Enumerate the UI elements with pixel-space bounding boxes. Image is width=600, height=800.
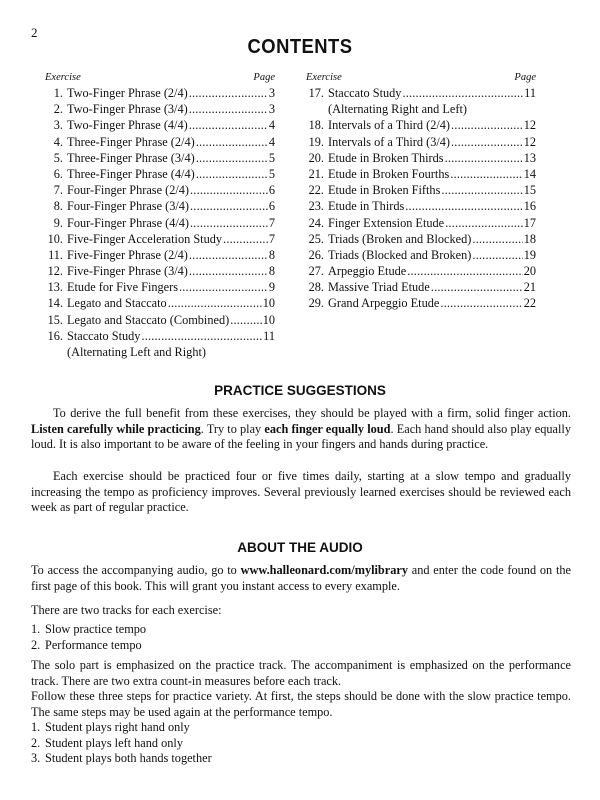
page-column-label: Page bbox=[253, 72, 275, 83]
about-audio-heading: ABOUT THE AUDIO bbox=[237, 540, 363, 555]
dot-leader bbox=[196, 167, 268, 182]
practice-text: To derive the full benefit from these exercises, they should be played with a firm, solid finger action. bbox=[53, 406, 571, 420]
toc-entry bbox=[306, 296, 536, 312]
toc-entry-title: Legato and Staccato bbox=[67, 296, 167, 311]
dot-leader bbox=[405, 199, 522, 214]
page-number: 2 bbox=[31, 25, 38, 40]
toc-entry-number: 4. bbox=[53, 134, 63, 149]
step-item-number: 2. bbox=[31, 735, 41, 750]
toc-entry-page: 18 bbox=[523, 231, 536, 246]
toc-entry-page: 6 bbox=[268, 199, 275, 214]
toc-entry-page: 20 bbox=[523, 264, 536, 279]
toc-entry-number: 29. bbox=[308, 296, 324, 311]
dot-leader bbox=[440, 296, 522, 311]
toc-entry bbox=[45, 264, 275, 280]
toc-entry-number: 25. bbox=[308, 231, 324, 246]
track-item-text: Slow practice tempo bbox=[45, 622, 147, 636]
toc-entry-page: 7 bbox=[268, 215, 275, 230]
toc-entry-number: 16. bbox=[47, 328, 63, 343]
audio-paragraph-2: There are two tracks for each exercise: bbox=[31, 603, 222, 617]
toc-entry-page: 12 bbox=[523, 134, 536, 149]
toc-entry bbox=[45, 102, 275, 118]
contents-title: CONTENTS bbox=[247, 36, 353, 58]
toc-entry bbox=[45, 183, 275, 199]
toc-entry-number: 17. bbox=[308, 86, 324, 100]
toc-entry-title: Finger Extension Etude bbox=[328, 215, 445, 230]
step-item bbox=[31, 751, 571, 767]
toc-entry bbox=[306, 151, 536, 167]
toc-entry-page: 16 bbox=[523, 199, 536, 214]
toc-entry-title: Triads (Broken and Blocked) bbox=[328, 231, 472, 246]
toc-entry bbox=[45, 216, 275, 232]
dot-leader bbox=[407, 264, 523, 279]
toc-entry-title: Intervals of a Third (2/4) bbox=[328, 118, 451, 133]
dot-leader bbox=[441, 183, 522, 198]
dot-leader bbox=[196, 151, 268, 166]
exercise-column-label: Exercise bbox=[306, 72, 342, 83]
toc-entry bbox=[45, 135, 275, 151]
tracks-list bbox=[31, 622, 571, 653]
dot-leader bbox=[196, 135, 268, 150]
toc-entry-number: 12. bbox=[47, 264, 63, 279]
toc-entry-title: Four-Finger Phrase (3/4) bbox=[67, 199, 190, 214]
toc-left-column bbox=[45, 72, 275, 361]
practice-bold-text: each finger equally loud bbox=[264, 421, 391, 436]
toc-entry-title: Two-Finger Phrase (3/4) bbox=[67, 102, 188, 117]
toc-entry-number: 8. bbox=[53, 199, 63, 214]
audio-paragraph-4: Follow these three steps for practice variety. At first, the steps should be done with the slow practice tempo. The same steps may be used again at the performance tempo. bbox=[31, 689, 571, 719]
toc-entry-title: Etude in Broken Fifths bbox=[328, 183, 441, 198]
toc-entry bbox=[45, 86, 275, 102]
toc-entry-number: 24. bbox=[308, 215, 324, 230]
audio-paragraph-3: The solo part is emphasized on the practice track. The accompaniment is emphasized on the performance track. There are two extra count-in measures before each track. bbox=[31, 658, 571, 688]
toc-entry-page: 8 bbox=[268, 264, 275, 279]
dot-leader bbox=[472, 232, 522, 247]
practice-bold-text: Listen carefully while practicing bbox=[31, 421, 201, 436]
step-item-text: Student plays left hand only bbox=[45, 735, 183, 750]
toc-entry bbox=[306, 135, 536, 151]
toc-entry-page: 12 bbox=[523, 118, 536, 133]
toc-entry bbox=[45, 167, 275, 183]
toc-entry-page: 14 bbox=[523, 166, 536, 181]
step-item bbox=[31, 720, 571, 736]
toc-entry-page: 17 bbox=[523, 215, 536, 230]
toc-right-header bbox=[306, 72, 536, 86]
toc-entry-title: Five-Finger Phrase (2/4) bbox=[67, 247, 188, 262]
practice-paragraph-1 bbox=[31, 406, 571, 453]
toc-entry-page: 21 bbox=[523, 280, 536, 295]
audio-paragraph-1 bbox=[31, 563, 571, 594]
audio-text: To access the accompanying audio, go to bbox=[31, 563, 241, 577]
toc-entry bbox=[45, 199, 275, 215]
toc-entry-page: 4 bbox=[268, 118, 275, 133]
dot-leader bbox=[179, 280, 268, 295]
dot-leader bbox=[189, 264, 268, 279]
track-item bbox=[31, 622, 571, 638]
toc-entry bbox=[306, 280, 536, 296]
dot-leader bbox=[189, 248, 268, 263]
toc-entry-subtitle: (Alternating Right and Left) bbox=[328, 102, 467, 117]
toc-entry-number: 11. bbox=[48, 247, 63, 262]
toc-entry bbox=[45, 118, 275, 134]
practice-text: . Try to play bbox=[200, 421, 265, 436]
toc-right-column bbox=[306, 72, 536, 313]
toc-entry-title: Massive Triad Etude bbox=[328, 280, 430, 295]
dot-leader bbox=[451, 118, 523, 133]
toc-entry-page: 10 bbox=[262, 296, 275, 311]
toc-entry-number: 1. bbox=[53, 86, 63, 100]
dot-leader bbox=[223, 232, 268, 247]
toc-entry bbox=[306, 118, 536, 134]
toc-entry-title: Two-Finger Phrase (2/4) bbox=[67, 86, 188, 100]
toc-entry-title: Etude in Broken Fourths bbox=[328, 166, 450, 181]
dot-leader bbox=[431, 280, 523, 295]
exercise-column-label: Exercise bbox=[45, 72, 81, 83]
toc-entry-title: Two-Finger Phrase (4/4) bbox=[67, 118, 188, 133]
toc-entry-number: 23. bbox=[308, 199, 324, 214]
toc-entry-number: 13. bbox=[47, 280, 63, 295]
toc-right-list bbox=[306, 86, 536, 313]
toc-entry bbox=[306, 86, 536, 102]
track-item-number: 2. bbox=[31, 637, 41, 652]
toc-entry-title: Five-Finger Phrase (3/4) bbox=[67, 264, 188, 279]
toc-entry bbox=[306, 232, 536, 248]
audio-url-link[interactable]: www.halleonard.com/mylibrary bbox=[240, 563, 408, 577]
toc-entry-title: Triads (Blocked and Broken) bbox=[328, 247, 472, 262]
step-item-text: Student plays right hand only bbox=[45, 720, 190, 734]
toc-entry-title: Etude in Thirds bbox=[328, 199, 405, 214]
dot-leader bbox=[189, 102, 268, 117]
toc-entry-number: 18. bbox=[308, 118, 324, 133]
toc-entry bbox=[306, 199, 536, 215]
track-item-number: 1. bbox=[31, 622, 41, 636]
toc-entry-number: 21. bbox=[308, 166, 324, 181]
page-column-label: Page bbox=[514, 72, 536, 83]
toc-entry-title: Intervals of a Third (3/4) bbox=[328, 134, 451, 149]
track-item-text: Performance tempo bbox=[45, 637, 142, 652]
toc-entry-number: 20. bbox=[308, 150, 324, 165]
dot-leader bbox=[472, 248, 522, 263]
toc-entry-page: 8 bbox=[268, 247, 275, 262]
toc-entry bbox=[306, 264, 536, 280]
dot-leader bbox=[168, 296, 262, 311]
toc-entry bbox=[45, 248, 275, 264]
toc-entry-page: 7 bbox=[268, 231, 275, 246]
toc-entry bbox=[45, 151, 275, 167]
dot-leader bbox=[189, 86, 268, 101]
toc-entry-number: 19. bbox=[308, 134, 324, 149]
toc-entry bbox=[306, 216, 536, 232]
step-item bbox=[31, 736, 571, 752]
toc-entry-title: Legato and Staccato (Combined) bbox=[67, 312, 230, 327]
toc-entry-number: 9. bbox=[53, 215, 63, 230]
dot-leader bbox=[190, 183, 268, 198]
toc-entry-page: 15 bbox=[523, 183, 536, 198]
dot-leader bbox=[190, 216, 268, 231]
toc-entry-number: 10. bbox=[47, 231, 63, 246]
toc-entry-number: 14. bbox=[47, 296, 63, 311]
toc-entry-title: Staccato Study bbox=[67, 328, 141, 343]
dot-leader bbox=[189, 118, 268, 133]
toc-entry-title: Grand Arpeggio Etude bbox=[328, 296, 440, 311]
audio-text: and enter the code found on the first page of this book. This will grant you instant access to every example. bbox=[31, 563, 571, 593]
toc-entry bbox=[306, 183, 536, 199]
practice-suggestions-heading: PRACTICE SUGGESTIONS bbox=[214, 383, 386, 398]
toc-entry-number: 28. bbox=[308, 280, 324, 295]
dot-leader bbox=[450, 167, 522, 182]
dot-leader bbox=[141, 329, 262, 344]
dot-leader bbox=[445, 151, 523, 166]
toc-entry-page: 13 bbox=[523, 150, 536, 165]
toc-entry-page: 3 bbox=[268, 86, 275, 100]
track-item bbox=[31, 638, 571, 654]
toc-entry bbox=[306, 167, 536, 183]
toc-entry-subtitle: (Alternating Left and Right) bbox=[67, 345, 206, 359]
toc-entry-page: 9 bbox=[268, 280, 275, 295]
toc-entry-number: 3. bbox=[53, 118, 63, 133]
toc-entry-page: 5 bbox=[268, 150, 275, 165]
toc-entry-page: 10 bbox=[262, 312, 275, 327]
dot-leader bbox=[451, 135, 523, 150]
toc-left-header bbox=[45, 72, 275, 86]
dot-leader bbox=[190, 199, 268, 214]
toc-entry-page: 11 bbox=[263, 328, 275, 343]
toc-entry-number: 6. bbox=[53, 166, 63, 181]
toc-entry-number: 5. bbox=[53, 150, 63, 165]
toc-entry-title: Staccato Study bbox=[328, 86, 402, 100]
toc-entry-number: 15. bbox=[47, 312, 63, 327]
dot-leader bbox=[230, 313, 262, 328]
toc-entry bbox=[45, 232, 275, 248]
toc-entry-number: 2. bbox=[53, 102, 63, 117]
step-item-number: 1. bbox=[31, 720, 41, 734]
toc-entry-title: Three-Finger Phrase (4/4) bbox=[67, 166, 195, 181]
practice-paragraph-2: Each exercise should be practiced four or five times daily, starting at a slow tempo and gradually increasing the tempo as proficiency improves. Several previously learned exercises should be reviewed each week as part of regular practice. bbox=[31, 469, 571, 515]
toc-entry bbox=[45, 280, 275, 296]
toc-entry-title: Etude in Broken Thirds bbox=[328, 150, 444, 165]
toc-entry bbox=[306, 248, 536, 264]
steps-list bbox=[31, 720, 571, 767]
dot-leader bbox=[402, 86, 523, 101]
toc-entry-title: Four-Finger Phrase (4/4) bbox=[67, 215, 190, 230]
step-item-text: Student plays both hands together bbox=[45, 751, 212, 766]
dot-leader bbox=[445, 216, 523, 231]
toc-entry-title: Etude for Five Fingers bbox=[67, 280, 178, 295]
toc-entry-title: Four-Finger Phrase (2/4) bbox=[67, 183, 190, 198]
toc-entry bbox=[45, 313, 275, 329]
toc-entry-title: Three-Finger Phrase (2/4) bbox=[67, 134, 195, 149]
toc-entry-page: 4 bbox=[268, 134, 275, 149]
toc-entry-page: 5 bbox=[268, 166, 275, 181]
toc-entry-title: Arpeggio Etude bbox=[328, 264, 407, 279]
toc-entry-title: Three-Finger Phrase (3/4) bbox=[67, 150, 195, 165]
toc-entry-page: 22 bbox=[523, 296, 536, 311]
toc-entry-number: 7. bbox=[53, 183, 63, 198]
toc-entry bbox=[45, 329, 275, 345]
toc-entry-number: 22. bbox=[308, 183, 324, 198]
toc-entry-page: 6 bbox=[268, 183, 275, 198]
toc-entry bbox=[45, 296, 275, 312]
toc-entry-page: 11 bbox=[524, 86, 536, 100]
toc-left-list bbox=[45, 86, 275, 361]
toc-entry-number: 26. bbox=[308, 247, 324, 262]
practice-text: . Each hand should also play equally loud. It is also important to be aware of the feeling in your fingers and hands during practice. bbox=[31, 421, 571, 452]
toc-entry-number: 27. bbox=[308, 264, 324, 279]
step-item-number: 3. bbox=[31, 751, 41, 766]
toc-entry-page: 19 bbox=[523, 247, 536, 262]
toc-entry-title: Five-Finger Acceleration Study bbox=[67, 231, 223, 246]
toc-entry-page: 3 bbox=[268, 102, 275, 117]
